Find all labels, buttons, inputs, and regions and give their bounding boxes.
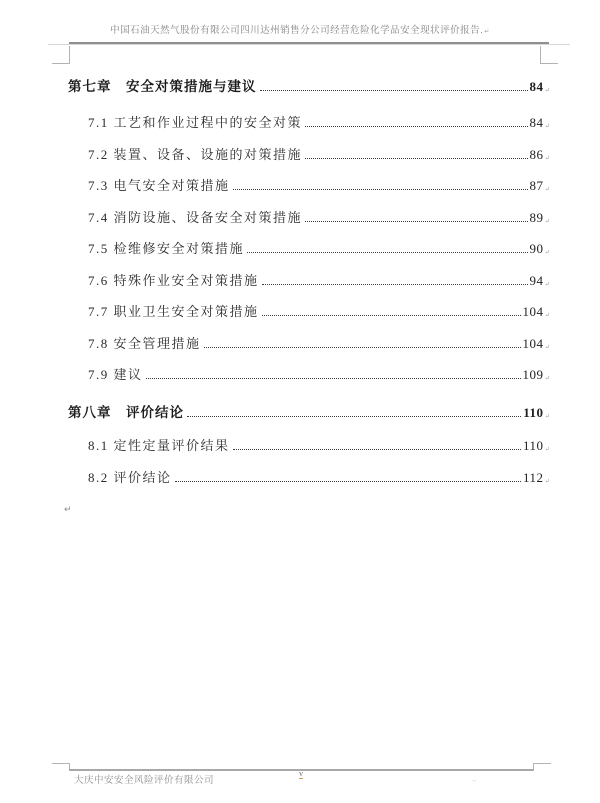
paragraph-return-icon: ↵ bbox=[544, 413, 550, 420]
toc-label: 7.3 电气安全对策措施 bbox=[88, 178, 230, 193]
toc-page-number: 112 bbox=[523, 469, 544, 485]
toc-label: 第八章 评价结论 bbox=[68, 405, 184, 420]
footer-page-number: v bbox=[299, 769, 303, 778]
dot-leader bbox=[175, 481, 522, 482]
toc-label: 7.7 职业卫生安全对策措施 bbox=[88, 304, 259, 319]
dot-leader bbox=[247, 252, 528, 253]
dot-leader bbox=[262, 284, 528, 285]
paragraph-return-icon: ↵ bbox=[544, 375, 550, 382]
paragraph-return-icon: ↵ bbox=[544, 477, 550, 485]
dot-leader bbox=[204, 347, 521, 348]
toc-chapter-8[interactable] bbox=[68, 404, 550, 421]
header-title-text: 中国石油天然气股份有限公司四川达州销售分公司经营危险化学品安全现状评价报告. bbox=[110, 25, 484, 36]
toc-entry-7-4[interactable] bbox=[68, 209, 550, 226]
toc-label: 8.1 定性定量评价结果 bbox=[88, 438, 230, 453]
toc-chapter-7[interactable] bbox=[68, 78, 550, 95]
paragraph-return-icon: ↵ bbox=[544, 123, 550, 130]
dot-leader bbox=[146, 378, 521, 379]
toc-page-number: 104 bbox=[522, 304, 544, 319]
toc-label: 7.8 安全管理措施 bbox=[88, 335, 201, 351]
crop-mark-bottom-left bbox=[52, 763, 70, 771]
toc-entry-7-7[interactable] bbox=[68, 303, 550, 320]
toc-page-number: 89 bbox=[529, 209, 544, 225]
toc-label: 8.2 评价结论 bbox=[88, 469, 172, 485]
paragraph-return-icon: ↵ bbox=[544, 186, 550, 193]
dot-leader bbox=[260, 90, 528, 91]
page-header bbox=[0, 25, 600, 38]
toc-label: 7.2 装置、设备、设施的对策措施 bbox=[88, 146, 303, 162]
toc-page-number: 110 bbox=[523, 438, 544, 453]
footer-right-mark: ., bbox=[472, 776, 476, 783]
dot-leader bbox=[262, 315, 521, 316]
toc-page-number: 86 bbox=[529, 146, 544, 162]
toc-page-number: 84 bbox=[529, 115, 544, 130]
dot-leader bbox=[305, 221, 528, 222]
dot-leader bbox=[233, 449, 522, 450]
toc-entry-8-2[interactable] bbox=[68, 469, 550, 486]
toc-entry-7-2[interactable] bbox=[68, 146, 550, 163]
toc-entry-7-1[interactable] bbox=[68, 114, 550, 131]
paragraph-return-icon: ↵ bbox=[544, 249, 550, 256]
toc-label: 7.4 消防设施、设备安全对策措施 bbox=[88, 209, 303, 225]
paragraph-return-icon: ↵ bbox=[544, 217, 550, 225]
paragraph-return-icon: ↵ bbox=[544, 87, 550, 94]
crop-mark-top-right bbox=[540, 46, 558, 64]
toc-page-number: 84 bbox=[529, 79, 544, 94]
paragraph-return-icon: ↵ bbox=[64, 505, 72, 515]
toc-label: 7.1 工艺和作业过程中的安全对策 bbox=[88, 115, 303, 130]
toc-page-number: 104 bbox=[522, 335, 544, 351]
header-rule-shadow bbox=[48, 44, 570, 45]
paragraph-return-icon: ↵ bbox=[544, 343, 550, 351]
toc-entry-7-8[interactable] bbox=[68, 335, 550, 352]
toc-entry-7-6[interactable] bbox=[68, 272, 550, 289]
toc-label: 7.5 检维修安全对策措施 bbox=[88, 241, 245, 256]
paragraph-return-icon: ↵ bbox=[544, 446, 550, 453]
toc-page-number: 90 bbox=[529, 241, 544, 256]
toc-entry-7-9[interactable] bbox=[68, 366, 550, 383]
dot-leader bbox=[233, 189, 528, 190]
paragraph-return-icon: ↵ bbox=[544, 154, 550, 162]
toc-entry-7-3[interactable] bbox=[68, 177, 550, 194]
toc-label: 第七章 安全对策措施与建议 bbox=[68, 79, 257, 94]
toc-page-number: 87 bbox=[529, 178, 544, 193]
dot-leader bbox=[305, 126, 528, 127]
crop-mark-bottom-right bbox=[533, 763, 551, 771]
toc-page-number: 94 bbox=[529, 272, 544, 288]
dot-leader bbox=[187, 416, 521, 417]
toc-page-number: 110 bbox=[523, 405, 544, 420]
paragraph-return-icon: ↵ bbox=[544, 312, 550, 319]
dot-leader bbox=[305, 158, 528, 159]
footer-company-text: 大庆中安安全风险评价有限公司 bbox=[74, 775, 215, 786]
toc-entry-8-1[interactable] bbox=[68, 437, 550, 454]
crop-mark-top-left bbox=[52, 46, 70, 64]
toc-page-number: 109 bbox=[522, 367, 544, 382]
toc-entry-7-5[interactable] bbox=[68, 240, 550, 257]
toc-label: 7.6 特殊作业安全对策措施 bbox=[88, 272, 259, 288]
paragraph-return-icon: ↵ bbox=[484, 29, 490, 35]
paragraph-return-icon: ↵ bbox=[544, 280, 550, 288]
toc-label: 7.9 建议 bbox=[88, 367, 143, 382]
